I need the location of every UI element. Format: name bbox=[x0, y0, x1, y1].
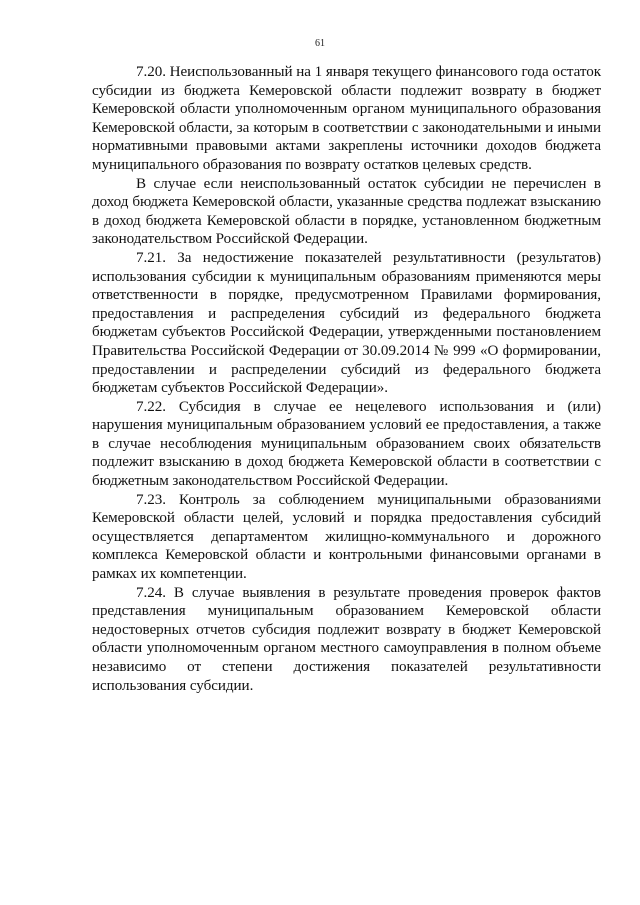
paragraph-7-22: 7.22. Субсидия в случае ее нецелевого использования и (или) нарушения муниципальным образованием условий ее предоставления, а также в случае несоблюдения муниципальным образованием своих обязательств подлежит взысканию в доход бюджета Кемеровской области в соответствии с бюджетным законодательством Российской Федерации. bbox=[92, 398, 601, 490]
page-number: 61 bbox=[315, 38, 325, 49]
paragraph-7-20: 7.20. Неиспользованный на 1 января текущего финансового года остаток субсидии из бюджета Кемеровской области подлежит возврату в бюджет Кемеровской области уполномоченным органом муниципального образования Кемеровской области, за которым в соответствии с законодательными и иными нормативными правовыми актами закреплены источники доходов бюджета муниципального образования по возврату остатков целевых средств. bbox=[92, 64, 601, 173]
document-body bbox=[92, 63, 601, 695]
paragraph-7-23: 7.23. Контроль за соблюдением муниципальными образованиями Кемеровской области целей, условий и порядка предоставления субсидий осуществляется департаментом жилищно-коммунального и дорожного комплекса Кемеровской области и контрольными финансовыми органами в рамках их компетенции. bbox=[92, 491, 601, 583]
paragraph-7-21: 7.21. За недостижение показателей результативности (результатов) использования субсидии к муниципальным образованиям применяются меры ответственности в порядке, предусмотренном Правилами формирования, предоставления и распределения субсидий из федерального бюджета бюджетам субъектов Российской Федерации, утвержденными постановлением Правительства Российской Федерации от 30.09.2014 № 999 «О формировании, предоставлении и распределении субсидий из федерального бюджета бюджетам субъектов Российской Федерации». bbox=[92, 249, 601, 397]
paragraph-7-20-continuation: В случае если неиспользованный остаток субсидии не перечислен в доход бюджета Кемеровской области, указанные средства подлежат взысканию в доход бюджета Кемеровской области в порядке, установленном бюджетным законодательством Российской Федерации. bbox=[92, 175, 601, 248]
paragraph-7-24: 7.24. В случае выявления в результате проведения проверок фактов представления муниципальным образованием Кемеровской области недостоверных отчетов субсидия подлежит возврату в бюджет Кемеровской области уполномоченным органом местного самоуправления в полном объеме независимо от степени достижения показателей результативности использования субсидии. bbox=[92, 584, 601, 694]
